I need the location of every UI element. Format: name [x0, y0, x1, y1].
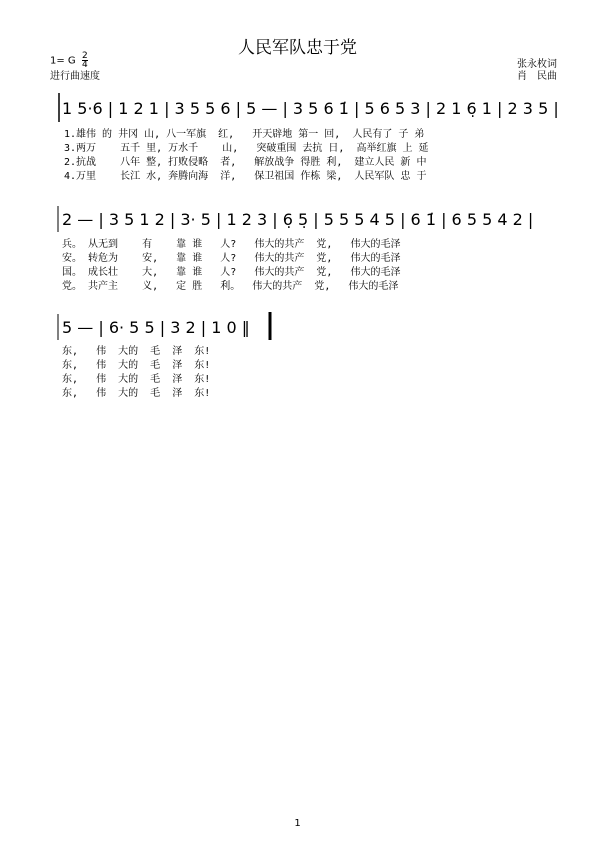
system-2-lyric-line-4: 党。 共产主 义, 定 胜 利。 伟大的共产 党, 伟大的毛泽	[62, 281, 399, 292]
system-3-lyric-line-3: 东, 伟 大的 毛 泽 东!	[62, 374, 211, 385]
song-title: 人民军队忠于党	[238, 38, 357, 58]
composer-credit: 肖 民曲	[517, 71, 557, 82]
key-label: 1= G	[50, 55, 76, 67]
time-signature-top: 2	[81, 51, 88, 61]
system-1-lyric-line-2: 3.两万 五千 里, 万水千 山, 突破重围 去抗 日, 高举红旗 上 延	[64, 143, 429, 154]
page-number: 1	[294, 818, 301, 829]
system-1-notes: 1 5·6 | 1 2 1 | 3 5 5 6 | 5 — | 3 5 6 1̇ | 5 6 5 3 | 2 1 6̣ 1 | 2 3 5 |	[62, 99, 559, 118]
system-3-notes: 5 — | 6· 5 5 | 3 2 | 1 0 ‖	[62, 318, 250, 337]
lyricist-credit: 张永枚词	[517, 59, 557, 70]
system-2-notes: 2 — | 3 5 1 2 | 3· 5 | 1 2 3 | 6̣ 5̣ | 5 5 5 4 5 | 6 1̇ | 6 5 5 4 2 |	[62, 210, 534, 229]
system-1-lyric-line-4: 4.万里 长江 水, 奔腾向海 洋, 保卫祖国 作栋 梁, 人民军队 忠 于	[64, 171, 427, 182]
time-signature-bottom: 4	[81, 60, 88, 70]
tempo-marking: 进行曲速度	[50, 71, 100, 82]
system-1-lyric-line-3: 2.抗战 八年 整, 打败侵略 者, 解放战争 得胜 利, 建立人民 新 中	[64, 157, 427, 168]
system-3-lyric-line-4: 东, 伟 大的 毛 泽 东!	[62, 388, 211, 399]
system-3-lyric-line-1: 东, 伟 大的 毛 泽 东!	[62, 346, 211, 357]
system-2-lyric-line-1: 兵。 从无到 有 靠 谁 人? 伟大的共产 党, 伟大的毛泽	[62, 239, 401, 250]
system-2-lyric-line-2: 安。 转危为 安, 靠 谁 人? 伟大的共产 党, 伟大的毛泽	[62, 253, 401, 264]
system-3-lyric-line-2: 东, 伟 大的 毛 泽 东!	[62, 360, 211, 371]
system-2-lyric-line-3: 国。 成长壮 大, 靠 谁 人? 伟大的共产 党, 伟大的毛泽	[62, 267, 401, 278]
system-1-lyric-line-1: 1.雄伟 的 井冈 山, 八一军旗 红, 开天辟地 第一 回, 人民有了 子 弟	[64, 129, 425, 140]
